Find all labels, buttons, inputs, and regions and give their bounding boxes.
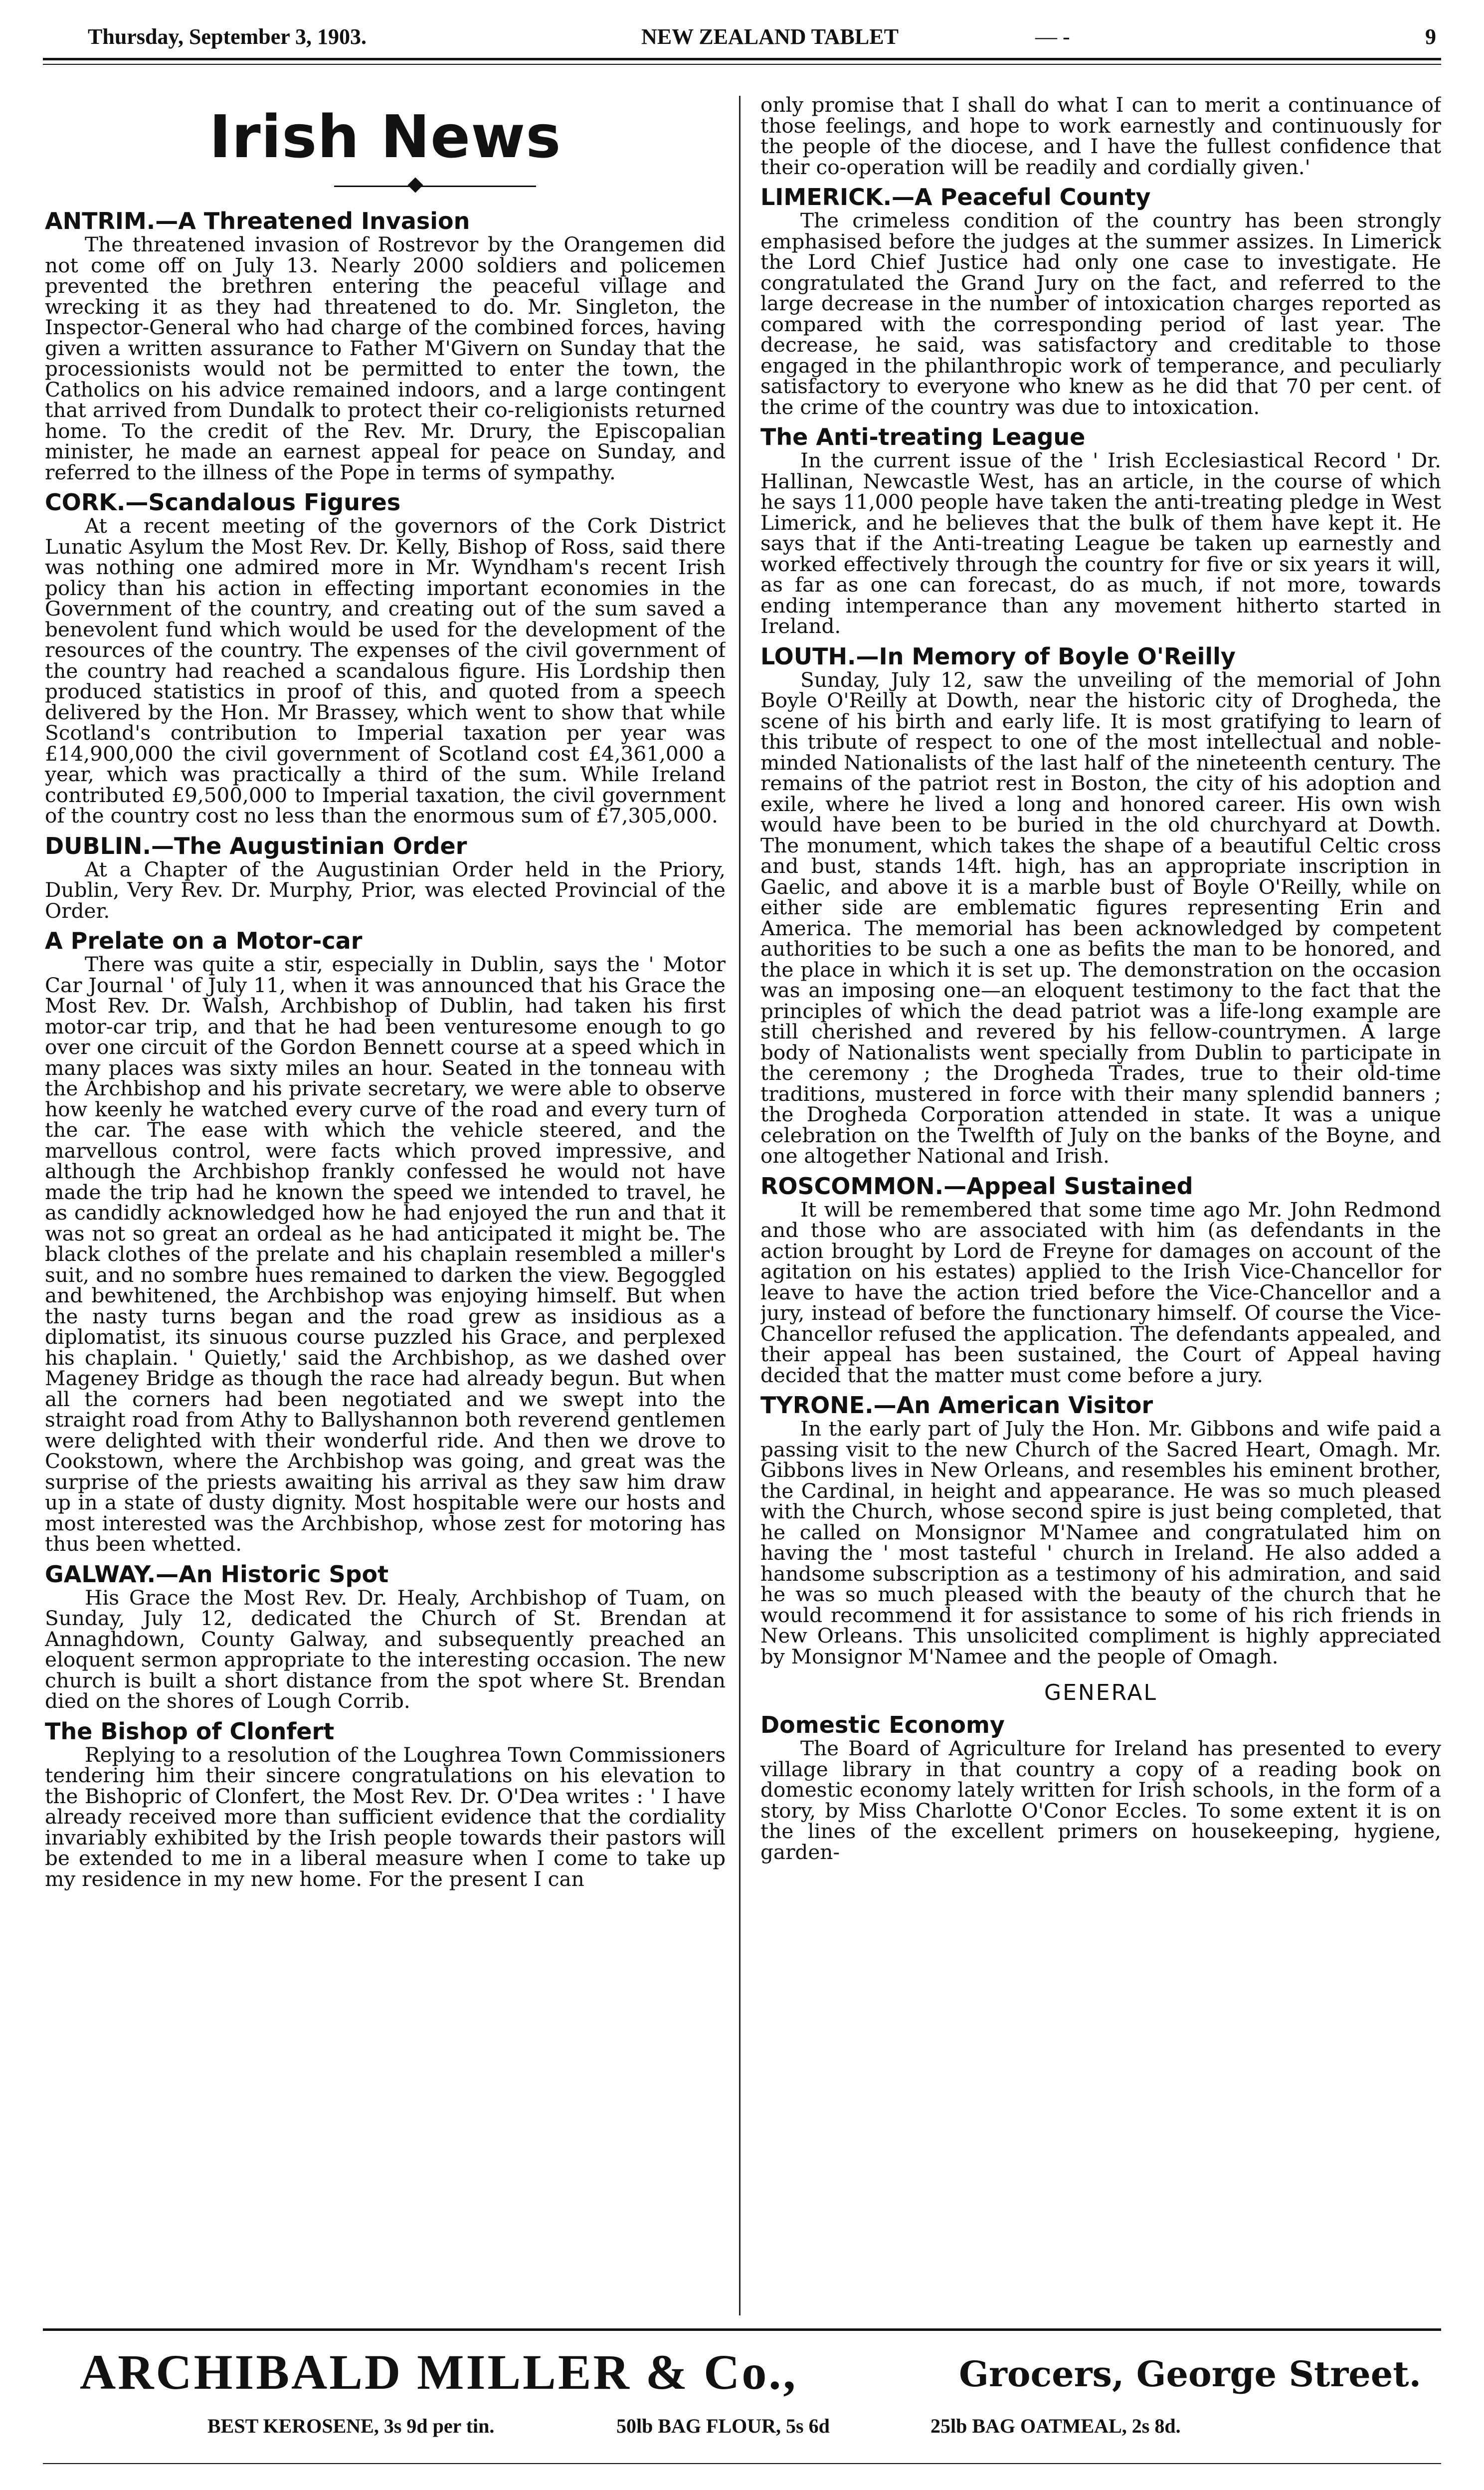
ad-business: Grocers, George Street. [959,2353,1421,2395]
article-paragraph: In the current issue of the ' Irish Ecclesiastical Record ' Dr. Hallinan, Newcastle West, has an article, in the course of which he says 11,000 people have taken the anti-treating pledge in West Limerick, and he believes that the bulk of them have kept it. He says that if the Anti-treating League be taken up earnestly and worked effectively through the country for five or six years it will, as far as one can forecast, do as much, if not more, towards ending intemperance than any movement hitherto started in Ireland. [760,448,1441,638]
right-articles [760,95,1441,1667]
bottom-rule [43,2463,1441,2464]
article [45,489,726,827]
article-paragraph: In the early part of July the Hon. Mr. Gibbons and wife paid a passing visit to the new Church of the Sacred Heart, Omagh. Mr. Gibbons lives in New Orleans, and resembles his eminent brother, the Cardinal, in height and appearance. He was so much pleased with the Church, whose second spire is just being completed, that he called on Monsignor M'Namee and congratulated him on having the ' most tasteful ' church in Ireland. He also added a handsome subscription as a testimony of his admiration, and said he was so much pleased with the beauty of the church that he would recommend it for assistance to some of his rich friends in New Orleans. This unsolicited compliment is highly appreciated by Monsignor M'Namee and the people of Omagh. [760,1417,1441,1668]
ad-item: 50lb BAG FLOUR, 5s 6d [616,2415,830,2437]
article-heading: The Bishop of Clonfert [45,1717,335,1745]
article-heading: LOUTH.—In Memory of Boyle O'Reilly [760,642,1236,670]
footer-rule [43,2328,1441,2331]
article [45,1561,726,1712]
article [45,208,726,483]
article-paragraph: His Grace the Most Rev. Dr. Healy, Archbishop of Tuam, on Sunday, July 12, dedicated the Church of St. Brendan at Annaghdown, County Galway, and subsequently preached an eloquent sermon appropriate to the interesting occasion. The new church is built a short distance from the spot where St. Brendan died on the shores of Lough Corrib. [45,1585,726,1713]
column-divider [739,96,741,2315]
issue-date: Thursday, September 3, 1903. [88,24,367,49]
running-head [43,19,1441,52]
general-articles [760,1711,1441,1863]
article-heading: DUBLIN.—The Augustinian Order [45,832,467,859]
article [760,1711,1441,1863]
section-title: Irish News [209,102,561,171]
article [760,184,1441,417]
article-paragraph: only promise that I shall do what I can to merit a continuance of those feelings, and hope to work earnestly and continuously for the people of the diocese, and I have the fullest confidence that their co-operation will be readily and cordially given.' [760,95,1441,179]
article [760,1173,1441,1386]
article [760,423,1441,637]
header-rule-thin [43,64,1441,65]
article [760,1392,1441,1667]
article-paragraph: It will be remembered that some time ago Mr. John Redmond and those who are associated with him (as defendants in the action brought by Lord de Freyne for damages on account of the agitation on his estates) applied to the Irish Vice-Chancellor for leave to have the action tried before the Vice-Chancellor and a jury, instead of before the functionary himself. Of course the Vice-Chancellor refused the application. The defendants appealed, and their appeal has been sustained, the Court of Appeal having decided that the matter must come before a jury. [760,1197,1441,1387]
article-heading: A Prelate on a Motor-car [45,927,363,954]
article [45,927,726,1555]
article [760,95,1441,178]
ad-headline [43,2343,1441,2403]
article-paragraph: The Board of Agriculture for Ireland has presented to every village library in that country a copy of a reading book on domestic economy lately written for Irish schools, in the form of a story, by Miss Charlotte O'Conor Eccles. To some extent it is on the lines of the excellent primers on housekeeping, hygiene, garden- [760,1736,1441,1864]
title-ornament [45,172,726,202]
article-heading: CORK.—Scandalous Figures [45,489,401,516]
publication-title: NEW ZEALAND TABLET [641,24,899,49]
ad-item: 25lb BAG OATMEAL, 2s 8d. [930,2415,1181,2437]
article [760,643,1441,1167]
article-paragraph: There was quite a stir, especially in Dublin, says the ' Motor Car Journal ' of July 11, when it was announced that his Grace the Most Rev. Dr. Walsh, Archbishop of Dublin, had taken his first motor-car trip, and that he had been venturesome enough to go over one circuit of the Gordon Bennett course at a speed which in many places was sixty miles an hour. Seated in the tonneau with the Archbishop and his private secretary, we were able to observe how keenly he watched every curve of the road and every turn of the car. The ease with which the vehicle steered, and the marvellous control, were facts which proved impressive, and although the Archbishop frankly confessed he would not have made the trip had he known the speed we intended to travel, he as candidly acknowledged how he had enjoyed the run and that it was not so great an ordeal as he had anticipated it might be. The black clothes of the prelate and his chaplain resembled a miller's suit, and no sombre hues remained to darken the view. Begoggled and bewhitened, the Archbishop was enjoying himself. But when the nasty turns began and the road grew as insidious as a diplomatist, its sinuous course puzzled his Grace, and perplexed his chaplain. ' Quietly,' said the Archbishop, as we dashed over Mageney Bridge as though the race had already begun. But when all the corners had been negotiated and we swept into the straight road from Athy to Ballyshannon both reverend gentlemen were delighted with their wonderful ride. And then we drove to Cookstown, where the Archbishop was going, and great was the surprise of the priests awaiting his arrival as they saw him draw up in a state of dusty dignity. Most hospitable were our hosts and most interested was the Archbishop, whose zest for motoring has thus been whetted. [45,952,726,1556]
article-heading: ANTRIM.—A Threatened Invasion [45,208,470,234]
diamond-icon [407,177,423,193]
article-paragraph: Sunday, July 12, saw the unveiling of the memorial of John Boyle O'Reilly at Dowth, near the historic city of Drogheda, the scene of his birth and early life. It is most gratifying to learn of this tribute of respect to one of the most intellectual and noble-minded Nationalists of the last half of the nineteenth century. The remains of the patriot rest in Boston, the city of his adoption and exile, where he lived a long and honored career. His own wish would have been to be buried in the old churchyard at Dowth. The monument, which takes the shape of a beautiful Celtic cross and bust, stands 14ft. high, has an appropriate inscription in Gaelic, and above it is a marble bust of Boyle O'Reilly, while on either side are emblematic figures representing Erin and America. The memorial has been acknowledged by competent authorities to be such a one as befits the man to be honored, and the place in which it is set up. The demonstration on the occasion was an imposing one—an eloquent testimony to the fact that the principles of which the dead patriot was a life-long example are still cherished and revered by his fellow-countrymen. A large body of Nationalists went specially from Dublin to participate in the ceremony ; the Drogheda Trades, true to their old-time traditions, mustered in force with their many splendid banners ; the Drogheda Corporation attended in state. It was a unique celebration on the Twelfth of July on the banks of the Boyne, and one altogether National and Irish. [760,667,1441,1168]
ad-company-name: ARCHIBALD MILLER & Co., [80,2344,798,2400]
general-section-label: GENERAL [1044,1680,1157,1705]
article-heading: GALWAY.—An Historic Spot [45,1560,389,1588]
article-heading: The Anti-treating League [760,423,1086,450]
article-paragraph: Replying to a resolution of the Loughrea Town Commissioners tendering him their sincere congratulations on his elevation to the Bishopric of Clonfert, the Most Rev. Dr. O'Dea writes : ' I have already received more than sufficient evidence that the cordiality invariably exhibited by the Irish people towards their pastors will be extended to me in a liberal measure when I come to take up my residence in my new home. For the present I can [45,1742,726,1891]
left-column [45,95,726,2319]
page-number: 9 [1425,24,1436,49]
header-dash: — - [1035,24,1070,49]
article-paragraph: At a Chapter of the Augustinian Order held in the Priory, Dublin, Very Rev. Dr. Murphy, Prior, was elected Provincial of the Order. [45,857,726,923]
article-heading: Domestic Economy [760,1711,1005,1738]
ad-price-list [43,2414,1441,2444]
advertisement [43,2339,1441,2459]
ornament-line [334,186,536,187]
article-paragraph: The threatened invasion of Rostrevor by the Orangemen did not come off on July 13. Nearly 2000 soldiers and policemen prevented the brethren entering the peaceful village and wrecking it as they had threatened to do. Mr. Singleton, the Inspector-General who had charge of the combined forces, having given a written assurance to Father M'Givern on Sunday that the processionists would not be permitted to enter the town, the Catholics on his advice remained indoors, and a large contingent that arrived from Dundalk to protect their co-religionists returned home. To the credit of the Rev. Mr. Drury, the Episcopalian minister, he made an earnest appeal for peace on Sunday, and referred to the illness of the Pope in terms of sympathy. [45,232,726,484]
article-paragraph: The crimeless condition of the country has been strongly emphasised before the judges at the summer assizes. In Limerick the Lord Chief Justice had only one case to investigate. He congratulated the Grand Jury on the fact, and referred to the large decrease in the number of intoxication charges reported as compared with the corresponding period of last year. The decrease, he said, was satisfactory and creditable to those engaged in the philanthropic work of temperance, and peculiarly satisfactory to everyone who knew as he did that 70 per cent. of the crime of the country was due to intoxication. [760,208,1441,419]
article [45,832,726,922]
header-rule [43,58,1441,60]
article-heading: ROSCOMMON.—Appeal Sustained [760,1172,1193,1200]
article-heading: LIMERICK.—A Peaceful County [760,184,1151,210]
ad-item: BEST KEROSENE, 3s 9d per tin. [207,2415,495,2437]
left-articles [45,208,726,1889]
article-paragraph: At a recent meeting of the governors of the Cork District Lunatic Asylum the Most Rev. Dr. Kelly, Bishop of Ross, said there was nothing one admired more in Mr. Wyndham's recent Irish policy than his action in effecting important economies in the Government of the country, and creating out of the sum saved a benevolent fund which would be used for the development of the resources of the country. The expenses of the civil government of the country had reached a scandalous figure. His Lordship then produced statistics in proof of this, and quoted from a speech delivered by the Hon. Mr Brassey, which went to show that while Scotland's contribution to Imperial taxation per year was £14,900,000 the civil government of Scotland cost £4,361,000 a year, which was practically a third of the sum. While Ireland contributed £9,500,000 to Imperial taxation, the civil government of the country cost no less than the enormous sum of £7,305,000. [45,514,726,828]
article-heading: TYRONE.—An American Visitor [760,1392,1153,1419]
article [45,1718,726,1890]
right-column [760,95,1441,2319]
